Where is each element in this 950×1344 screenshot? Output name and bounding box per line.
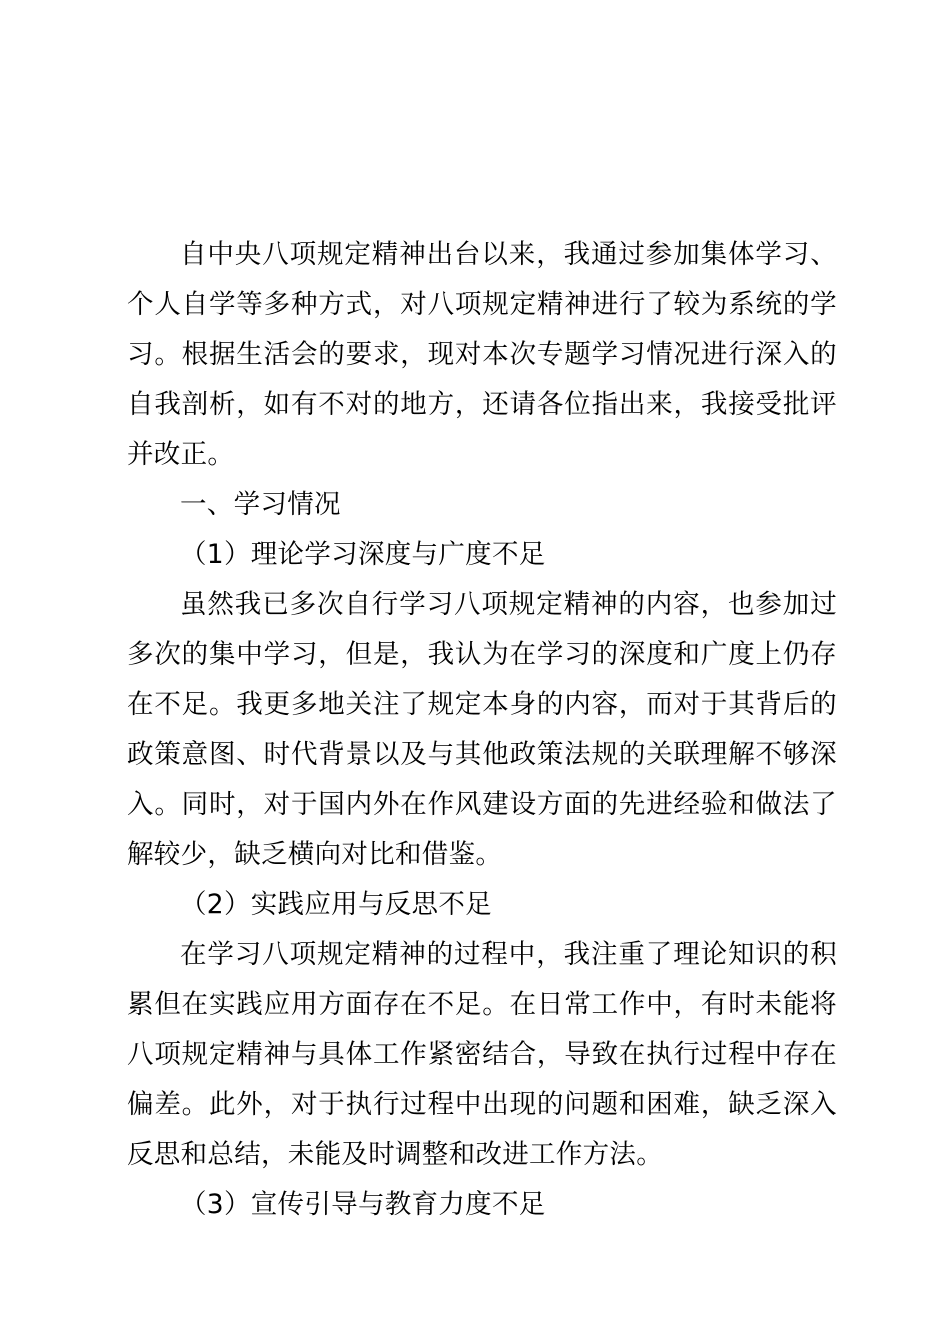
subheading-publicity: （3）宣传引导与教育力度不足 — [180, 1189, 546, 1220]
subheading-practice: （2）实践应用与反思不足 — [180, 889, 492, 920]
document-body — [127, 230, 837, 1230]
paragraph-theory-study: 虽然我已多次自行学习八项规定精神的内容，也参加过多次的集中学习，但是，我认为在学习的深度和广度上仍存在不足。我更多地关注了规定本身的内容，而对于其背后的政策意图、时代背景以及与其他政策法规的关联理解不够深入。同时，对于国内外在作风建设方面的先进经验和做法了解较少，缺乏横向对比和借鉴。 — [127, 589, 837, 870]
paragraph-practice: 在学习八项规定精神的过程中，我注重了理论知识的积累但在实践应用方面存在不足。在日常工作中，有时未能将八项规定精神与具体工作紧密结合，导致在执行过程中存在偏差。此外，对于执行过程中出现的问题和困难，缺乏深入反思和总结，未能及时调整和改进工作方法。 — [127, 939, 837, 1170]
intro-paragraph: 自中央八项规定精神出台以来，我通过参加集体学习、个人自学等多种方式，对八项规定精神进行了较为系统的学习。根据生活会的要求，现对本次专题学习情况进行深入的自我剖析，如有不对的地方，还请各位指出来，我接受批评并改正。 — [127, 239, 837, 470]
section-heading-study-situation: 一、学习情况 — [180, 489, 341, 520]
subheading-theory-study: （1）理论学习深度与广度不足 — [180, 539, 546, 570]
